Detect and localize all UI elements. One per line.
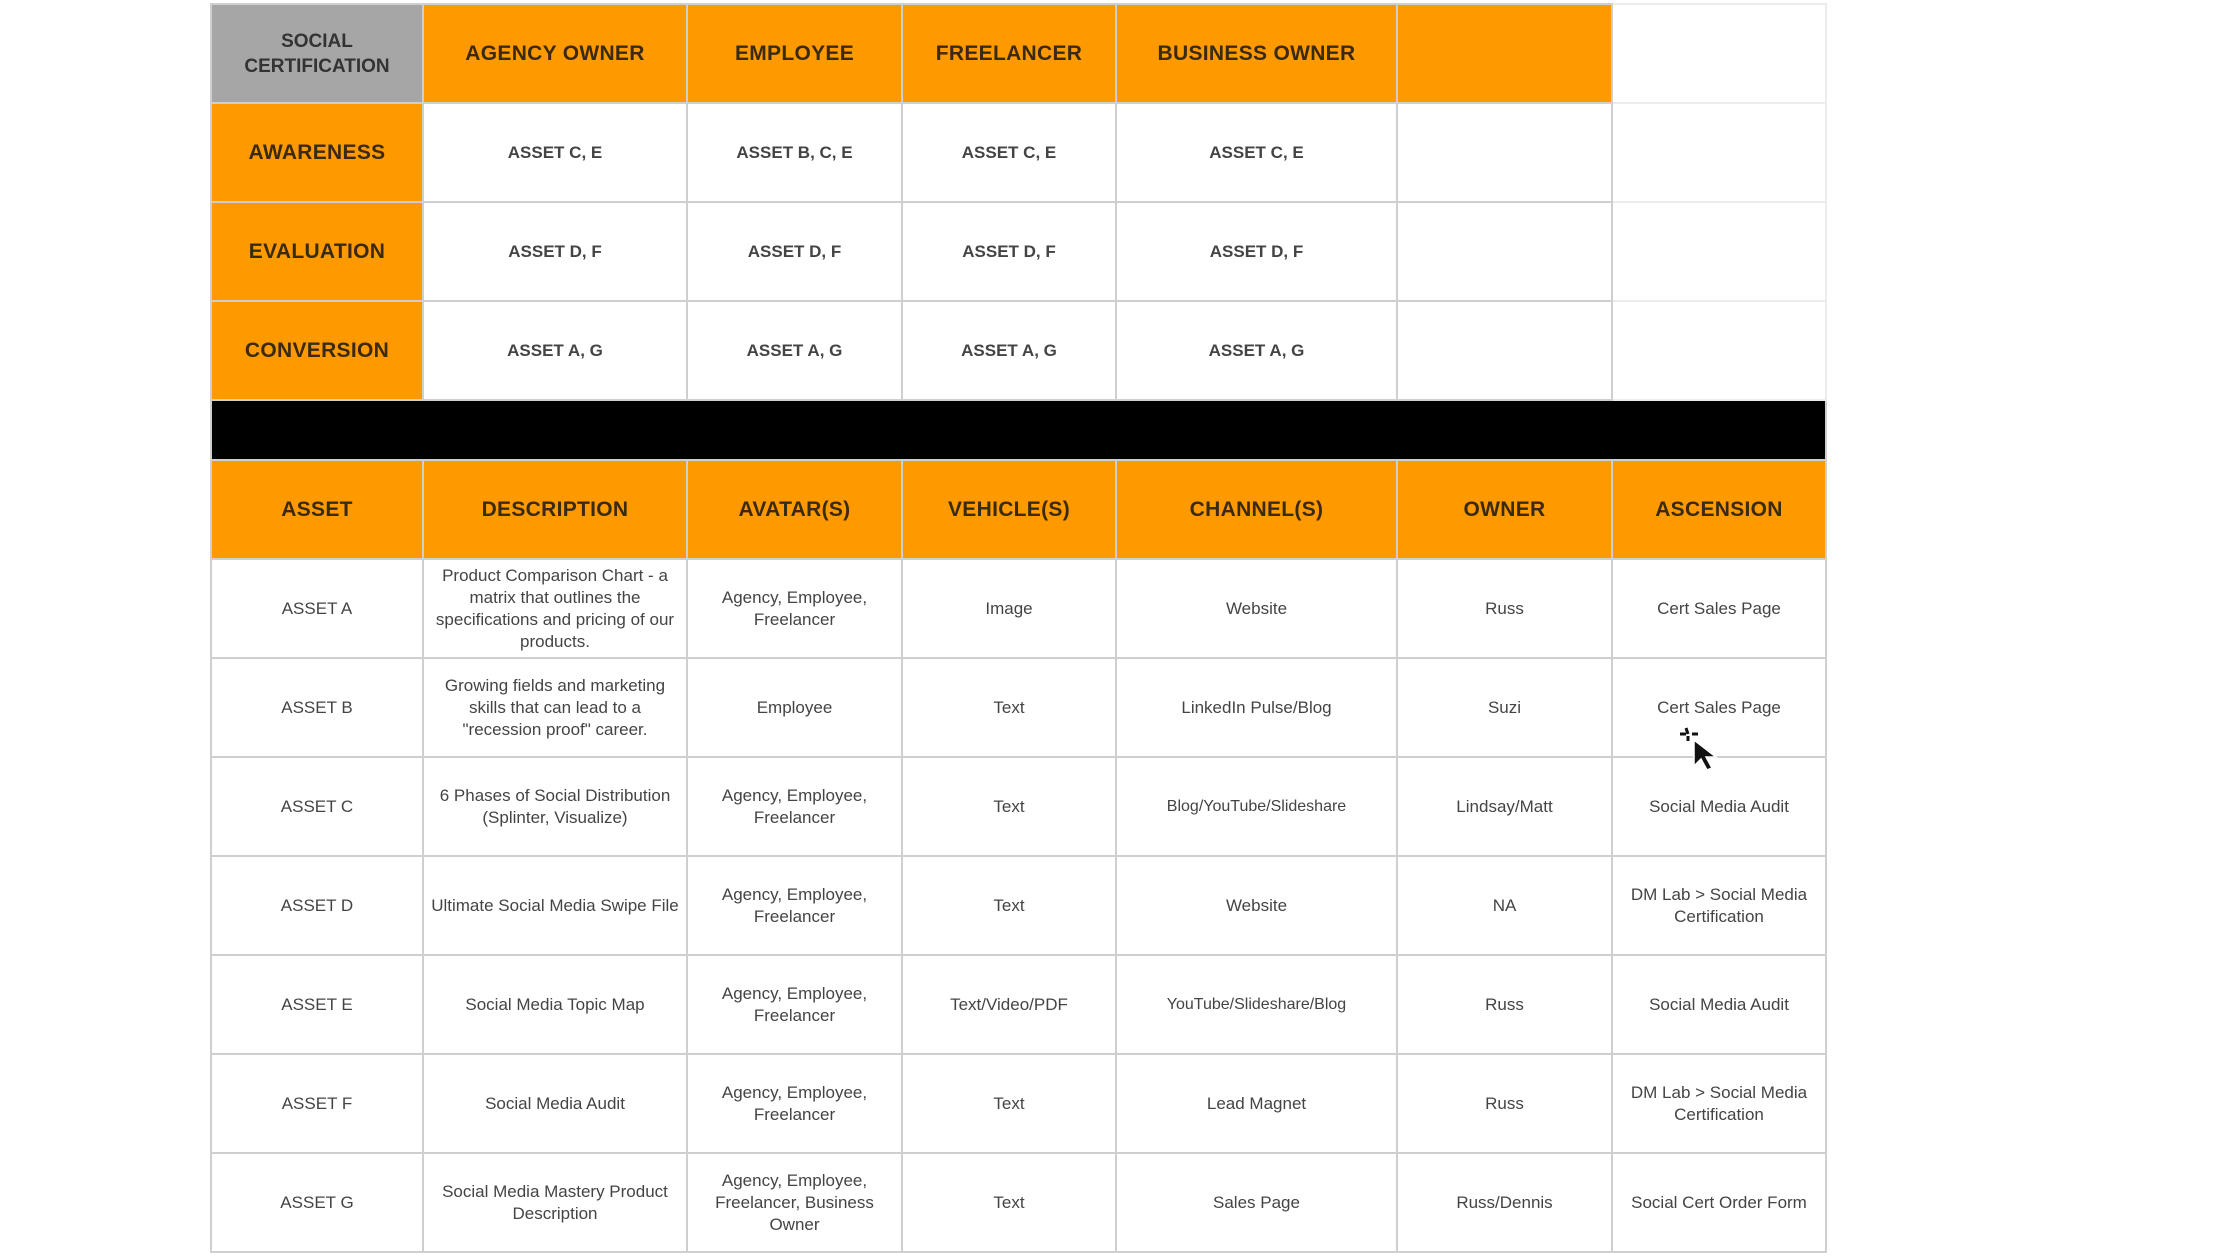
asset-cell[interactable]: ASSET C [211, 757, 423, 856]
avatars-cell[interactable]: Agency, Employee, Freelancer [687, 757, 902, 856]
vehicles-cell[interactable]: Text [902, 1054, 1116, 1153]
avatars-cell[interactable]: Agency, Employee, Freelancer, Business Owner [687, 1153, 902, 1252]
empty-cell[interactable] [1397, 301, 1612, 400]
matrix-cell[interactable]: ASSET D, F [902, 202, 1116, 301]
matrix-cell[interactable]: ASSET D, F [687, 202, 902, 301]
avatars-cell[interactable]: Agency, Employee, Freelancer [687, 559, 902, 658]
description-cell[interactable]: 6 Phases of Social Distribution (Splinter, Visualize) [423, 757, 687, 856]
empty-cell[interactable] [1612, 103, 1826, 202]
matrix-cell[interactable]: ASSET C, E [423, 103, 687, 202]
owner-cell[interactable]: Russ/Dennis [1397, 1153, 1612, 1252]
asset-cell[interactable]: ASSET A [211, 559, 423, 658]
header-ascension[interactable]: ASCENSION [1612, 460, 1826, 559]
matrix-cell[interactable]: ASSET D, F [1116, 202, 1397, 301]
ascension-cell[interactable]: Social Media Audit [1612, 757, 1826, 856]
matrix-cell[interactable]: ASSET A, G [902, 301, 1116, 400]
channels-cell[interactable]: Sales Page [1116, 1153, 1397, 1252]
description-cell[interactable]: Social Media Mastery Product Description [423, 1153, 687, 1252]
header-description[interactable]: DESCRIPTION [423, 460, 687, 559]
header-channels[interactable]: CHANNEL(S) [1116, 460, 1397, 559]
spreadsheet [210, 3, 1827, 1253]
channels-cell[interactable]: Blog/YouTube/Slideshare [1116, 757, 1397, 856]
assets-header-row [211, 460, 1826, 559]
matrix-cell[interactable]: ASSET C, E [1116, 103, 1397, 202]
matrix-col-business-owner[interactable]: BUSINESS OWNER [1116, 4, 1397, 103]
matrix-header-row [211, 4, 1826, 103]
empty-cell[interactable] [1397, 202, 1612, 301]
stage-evaluation[interactable]: EVALUATION [211, 202, 423, 301]
vehicles-cell[interactable]: Text/Video/PDF [902, 955, 1116, 1054]
table-row [211, 1054, 1826, 1153]
vehicles-cell[interactable]: Text [902, 757, 1116, 856]
table-row [211, 658, 1826, 757]
ascension-cell[interactable]: Cert Sales Page [1612, 658, 1826, 757]
spreadsheet-grid [210, 3, 1827, 1253]
table-row [211, 1153, 1826, 1252]
description-cell[interactable]: Growing fields and marketing skills that can lead to a "recession proof" career. [423, 658, 687, 757]
matrix-cell[interactable]: ASSET A, G [1116, 301, 1397, 400]
matrix-corner-label[interactable]: SOCIAL CERTIFICATION [211, 4, 423, 103]
matrix-cell[interactable]: ASSET A, G [423, 301, 687, 400]
asset-cell[interactable]: ASSET B [211, 658, 423, 757]
owner-cell[interactable]: Lindsay/Matt [1397, 757, 1612, 856]
matrix-col-employee[interactable]: EMPLOYEE [687, 4, 902, 103]
owner-cell[interactable]: Russ [1397, 559, 1612, 658]
channels-cell[interactable]: LinkedIn Pulse/Blog [1116, 658, 1397, 757]
vehicles-cell[interactable]: Text [902, 1153, 1116, 1252]
table-row [211, 559, 1826, 658]
asset-cell[interactable]: ASSET E [211, 955, 423, 1054]
header-asset[interactable]: ASSET [211, 460, 423, 559]
matrix-cell[interactable]: ASSET C, E [902, 103, 1116, 202]
owner-cell[interactable]: Suzi [1397, 658, 1612, 757]
stage-awareness[interactable]: AWARENESS [211, 103, 423, 202]
vehicles-cell[interactable]: Image [902, 559, 1116, 658]
owner-cell[interactable]: Russ [1397, 1054, 1612, 1153]
vehicles-cell[interactable]: Text [902, 856, 1116, 955]
empty-cell[interactable] [1397, 103, 1612, 202]
avatars-cell[interactable]: Agency, Employee, Freelancer [687, 1054, 902, 1153]
matrix-col-empty[interactable] [1397, 4, 1612, 103]
description-cell[interactable]: Product Comparison Chart - a matrix that outlines the specifications and pricing of our products. [423, 559, 687, 658]
header-owner[interactable]: OWNER [1397, 460, 1612, 559]
ascension-cell[interactable]: Social Media Audit [1612, 955, 1826, 1054]
avatars-cell[interactable]: Agency, Employee, Freelancer [687, 955, 902, 1054]
asset-cell[interactable]: ASSET D [211, 856, 423, 955]
asset-cell[interactable]: ASSET F [211, 1054, 423, 1153]
matrix-cell[interactable]: ASSET B, C, E [687, 103, 902, 202]
ascension-cell[interactable]: Social Cert Order Form [1612, 1153, 1826, 1252]
matrix-row-evaluation [211, 202, 1826, 301]
ascension-cell[interactable]: DM Lab > Social Media Certification [1612, 1054, 1826, 1153]
header-avatars[interactable]: AVATAR(S) [687, 460, 902, 559]
ascension-cell[interactable]: DM Lab > Social Media Certification [1612, 856, 1826, 955]
channels-cell[interactable]: Website [1116, 856, 1397, 955]
table-row [211, 955, 1826, 1054]
header-vehicles[interactable]: VEHICLE(S) [902, 460, 1116, 559]
avatars-cell[interactable]: Agency, Employee, Freelancer [687, 856, 902, 955]
channels-cell[interactable]: YouTube/Slideshare/Blog [1116, 955, 1397, 1054]
table-row [211, 856, 1826, 955]
description-cell[interactable]: Ultimate Social Media Swipe File [423, 856, 687, 955]
description-cell[interactable]: Social Media Topic Map [423, 955, 687, 1054]
channels-cell[interactable]: Website [1116, 559, 1397, 658]
empty-cell[interactable] [1612, 202, 1826, 301]
asset-cell[interactable]: ASSET G [211, 1153, 423, 1252]
matrix-row-awareness [211, 103, 1826, 202]
avatars-cell[interactable]: Employee [687, 658, 902, 757]
mouse-pointer-icon [1676, 722, 1726, 772]
vehicles-cell[interactable]: Text [902, 658, 1116, 757]
matrix-col-freelancer[interactable]: FREELANCER [902, 4, 1116, 103]
matrix-cell[interactable]: ASSET A, G [687, 301, 902, 400]
stage-conversion[interactable]: CONVERSION [211, 301, 423, 400]
section-divider [211, 400, 1826, 460]
description-cell[interactable]: Social Media Audit [423, 1054, 687, 1153]
empty-cell[interactable] [1612, 4, 1826, 103]
channels-cell[interactable]: Lead Magnet [1116, 1054, 1397, 1153]
empty-cell[interactable] [1612, 301, 1826, 400]
matrix-cell[interactable]: ASSET D, F [423, 202, 687, 301]
table-row [211, 757, 1826, 856]
matrix-col-agency-owner[interactable]: AGENCY OWNER [423, 4, 687, 103]
divider-bar [211, 400, 1826, 460]
matrix-row-conversion [211, 301, 1826, 400]
ascension-cell[interactable]: Cert Sales Page [1612, 559, 1826, 658]
owner-cell[interactable]: NA [1397, 856, 1612, 955]
owner-cell[interactable]: Russ [1397, 955, 1612, 1054]
